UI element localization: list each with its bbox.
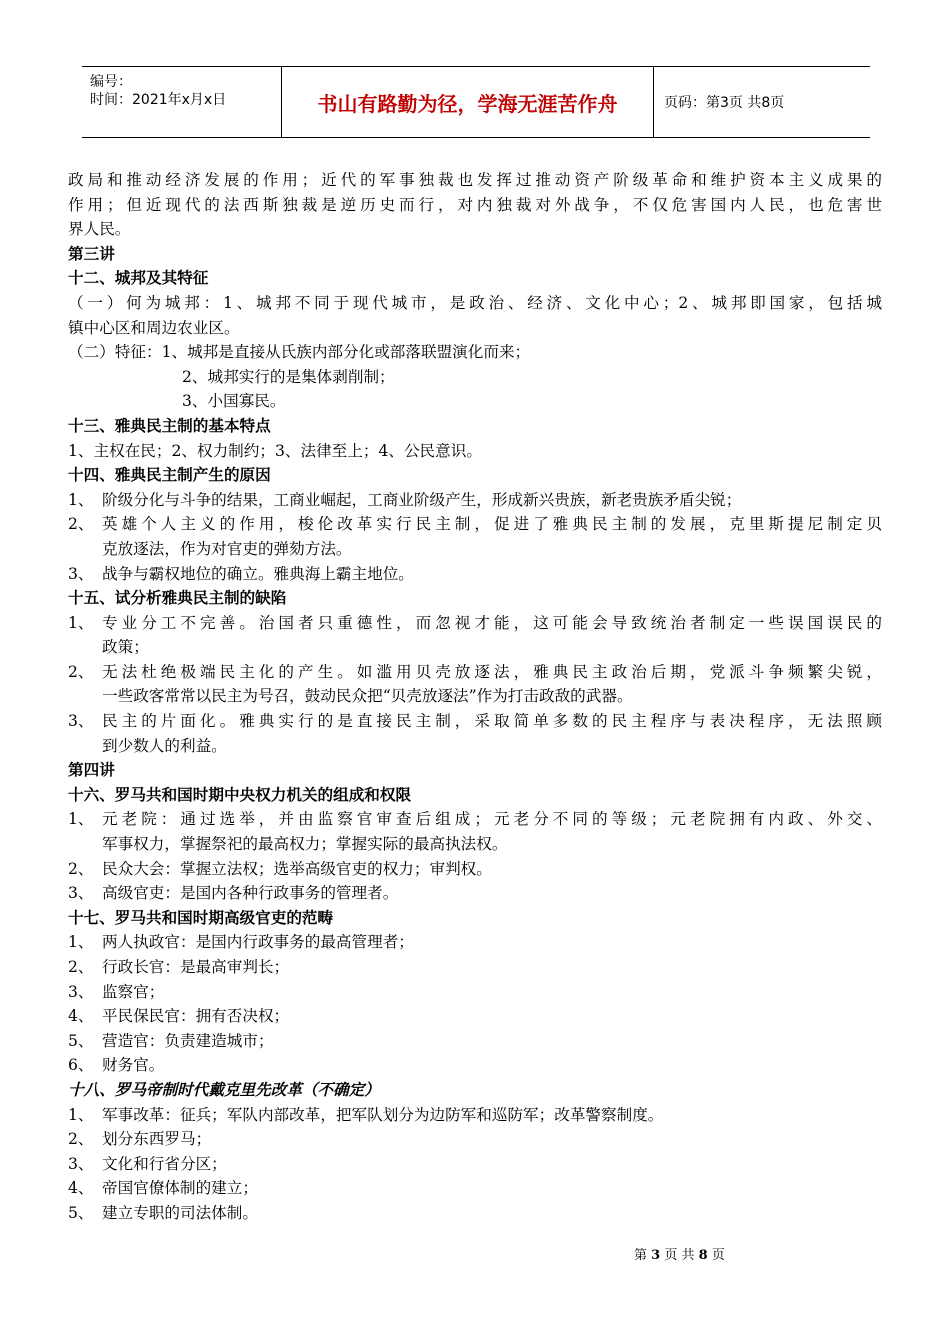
document-body (68, 168, 882, 1226)
list-number: 5、 (68, 1203, 94, 1222)
list-item-continuation: 军事权力，掌握祭祀的最高权力；掌握实际的最高执法权。 (102, 835, 508, 854)
list-item-text: 无法杜绝极端民主化的产生。如滥用贝壳放逐法，雅典民主政治后期，党派斗争频繁尖锐， (102, 662, 882, 681)
list-item (68, 512, 882, 537)
section-heading: 十八、罗马帝制时代戴克里先改革（不确定） (68, 1080, 380, 1099)
list-item-text: 平民保民官：拥有否决权； (102, 1007, 290, 1026)
list-item-text: 划分东西罗马； (102, 1130, 212, 1149)
list-number: 4、 (68, 1179, 94, 1198)
list-item (68, 1004, 882, 1029)
list-number: 3、 (68, 884, 94, 903)
section-heading: 十二、城邦及其特征 (68, 269, 209, 288)
list-number: 2、 (68, 958, 94, 976)
list-item-text: 营造官：负责建造城市； (102, 1031, 274, 1050)
list-item (68, 1201, 882, 1226)
list-item (68, 1127, 882, 1152)
paragraph-line: 3、小国寡民。 (182, 392, 286, 411)
section-heading: 十四、雅典民主制产生的原因 (68, 466, 271, 485)
list-number: 3、 (68, 1154, 94, 1173)
list-item-text: 文化和行省分区； (102, 1154, 227, 1173)
list-item (68, 930, 882, 955)
list-item-text: 专业分工不完善。治国者只重德性，而忽视才能，这可能会导致统治者制定一些误国误民的 (102, 613, 882, 632)
footer-page-number: 3 (651, 1248, 661, 1263)
list-item (68, 488, 882, 513)
list-item (68, 881, 882, 906)
list-item-text: 高级官吏：是国内各种行政事务的管理者。 (102, 884, 399, 903)
list-number: 3、 (68, 712, 94, 731)
list-item (68, 980, 882, 1005)
list-item-text: 帝国官僚体制的建立； (102, 1179, 258, 1198)
list-item (68, 562, 882, 587)
list-number: 2、 (68, 859, 94, 878)
list-item (68, 1029, 882, 1054)
section-heading: 十三、雅典民主制的基本特点 (68, 416, 271, 435)
header-page-info: 页码：第3页 共8页 (664, 95, 785, 111)
list-item-text: 财务官。 (102, 1056, 165, 1075)
list-item (68, 1176, 882, 1201)
list-item-text: 两人执政官：是国内行政事务的最高管理者； (102, 933, 414, 952)
list-item-text: 军事改革：征兵；军队内部改革，把军队划分为边防军和巡防军；改革警察制度。 (102, 1105, 664, 1124)
list-number: 5、 (68, 1031, 94, 1050)
list-number: 2、 (68, 1130, 94, 1149)
list-item-continuation: 到少数人的利益。 (102, 736, 227, 755)
paragraph-line: 作用；但近现代的法西斯独裁是逆历史而行，对内独裁对外战争，不仅危害国内人民，也危害世 (68, 195, 882, 214)
footer-total-pages: 8 (698, 1248, 708, 1263)
list-item-text: 民主的片面化。雅典实行的是直接民主制，采取简单多数的民主程序与表决程序，无法照顾 (102, 712, 882, 731)
paragraph-line: 政局和推动经济发展的作用；近代的军事独裁也发挥过推动资产阶级革命和维护资本主义成果的 (68, 171, 882, 189)
list-item-text: 民众大会：掌握立法权；选举高级官吏的权力；审判权。 (102, 859, 492, 878)
section-heading: 十五、试分析雅典民主制的缺陷 (68, 589, 287, 608)
paragraph-line: 1、主权在民；2、权力制约；3、法律至上；4、公民意识。 (68, 441, 482, 460)
paragraph-line: （一）何为城邦：1、城邦不同于现代城市，是政治、经济、文化中心；2、城邦即国家，包括城 (68, 293, 882, 312)
list-item (68, 1103, 882, 1128)
footer-suffix: 页 (711, 1248, 725, 1263)
lecture-heading: 第四讲 (68, 761, 115, 780)
section-heading: 十六、罗马共和国时期中央权力机关的组成和权限 (68, 785, 412, 804)
list-item-continuation: 政策； (102, 638, 149, 657)
list-number: 1、 (68, 613, 94, 632)
list-item-text: 英雄个人主义的作用，梭伦改革实行民主制，促进了雅典民主制的发展，克里斯提尼制定贝 (102, 515, 882, 534)
list-number: 1、 (68, 1105, 94, 1124)
list-item (68, 955, 882, 980)
list-item-text: 建立专职的司法体制。 (102, 1203, 258, 1222)
list-number: 3、 (68, 564, 94, 583)
list-item (68, 1053, 882, 1078)
list-number: 1、 (68, 933, 94, 952)
list-item (68, 709, 882, 734)
document-time-label: 时间：2021年x月x日 (90, 92, 227, 108)
paragraph-line: （二）特征：1、城邦是直接从氏族内部分化或部落联盟演化而来； (68, 343, 531, 362)
document-number-label: 编号： (90, 74, 132, 90)
paragraph-line: 镇中心区和周边农业区。 (68, 318, 240, 337)
page-header (82, 66, 870, 138)
list-number: 2、 (68, 515, 94, 534)
list-number: 3、 (68, 982, 94, 1001)
list-item-continuation: 一些政客常常以民主为号召，鼓动民众把“贝壳放逐法”作为打击政敌的武器。 (102, 687, 633, 706)
list-item-text: 行政长官：是最高审判长； (102, 958, 290, 976)
header-left-cell (82, 67, 282, 137)
list-item-text: 阶级分化与斗争的结果，工商业崛起，工商业阶级产生，形成新兴贵族，新老贵族矛盾尖锐； (102, 490, 742, 509)
list-item-text: 元老院：通过选举，并由监察官审查后组成；元老分不同的等级；元老院拥有内政、外交、 (102, 810, 882, 829)
page-footer (634, 1244, 725, 1263)
footer-prefix: 第 (634, 1248, 648, 1263)
header-motto: 书山有路勤为径，学海无涯苦作舟 (282, 67, 654, 137)
section-heading: 十七、罗马共和国时期高级官吏的范畴 (68, 908, 334, 927)
list-number: 1、 (68, 810, 94, 829)
paragraph-line: 2、城邦实行的是集体剥削制； (182, 367, 395, 386)
list-item-text: 监察官； (102, 982, 165, 1001)
paragraph-line: 界人民。 (68, 220, 131, 239)
list-item (68, 611, 882, 636)
list-item-text: 战争与霸权地位的确立。雅典海上霸主地位。 (102, 564, 414, 583)
list-item (68, 660, 882, 685)
footer-mid: 页 共 (664, 1248, 695, 1263)
list-item (68, 807, 882, 832)
list-item (68, 857, 882, 882)
list-number: 2、 (68, 662, 94, 681)
list-number: 6、 (68, 1056, 94, 1075)
list-number: 4、 (68, 1007, 94, 1026)
list-item-continuation: 克放逐法，作为对官吏的弹劾方法。 (102, 539, 352, 558)
lecture-heading: 第三讲 (68, 244, 115, 263)
list-number: 1、 (68, 490, 94, 509)
list-item (68, 1152, 882, 1177)
